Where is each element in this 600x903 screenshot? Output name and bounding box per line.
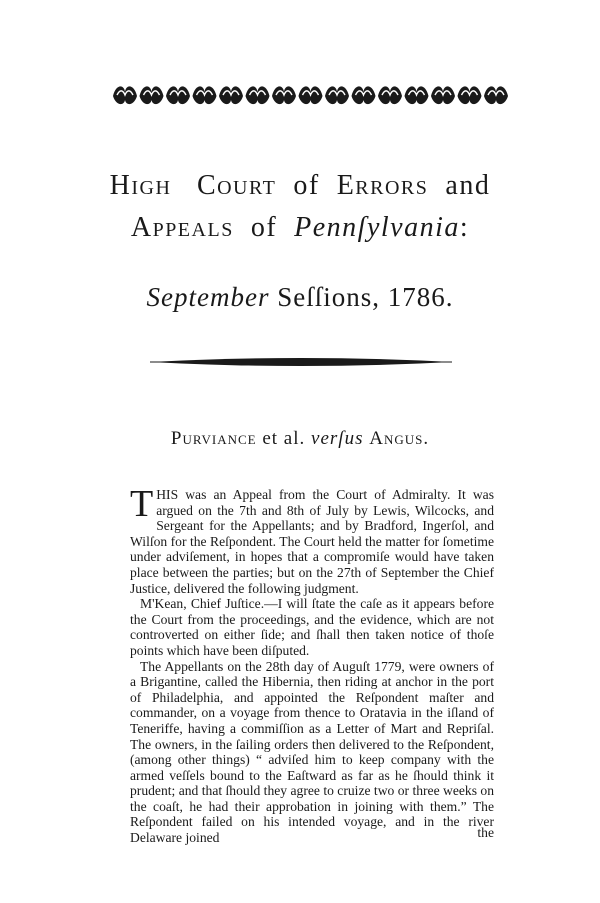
session-month: September	[146, 282, 270, 312]
ornament-unit	[113, 86, 137, 104]
title-word-of: of	[293, 170, 320, 201]
case-plaintiff: Purviance	[170, 428, 257, 449]
case-et-al: et al.	[262, 428, 306, 449]
title-word-court: Court	[196, 170, 277, 201]
page-title-line-2	[0, 212, 600, 244]
ornament-unit	[166, 86, 190, 104]
title-word-high: High	[109, 170, 172, 201]
ornament-unit	[352, 86, 376, 104]
case-caption	[0, 428, 600, 450]
swelled-rule	[150, 355, 452, 369]
paragraph-1	[130, 483, 494, 596]
ornament-unit	[405, 86, 429, 104]
case-versus: verſus	[311, 428, 364, 449]
ornament-unit	[272, 86, 296, 104]
title-colon: :	[459, 212, 470, 243]
ornament-unit	[219, 86, 243, 104]
ornament-unit	[193, 86, 217, 104]
ornament-unit	[458, 86, 482, 104]
ornament-unit	[325, 86, 349, 104]
title-word-and: and	[445, 170, 491, 201]
session-heading	[0, 282, 600, 313]
ornament-band	[112, 80, 510, 110]
paragraph-2: M'Kean, Chief Juſtice.—I will ſtate the caſe as it appears before the Court from the proceedings, and the evidence, which are not controverted on either ſide; and ſhall then taken notice of thoſe points which have been diſputed.	[130, 596, 494, 658]
ornament-unit	[378, 86, 402, 104]
title-word-pennsylvania: Pennſylvania	[294, 212, 460, 243]
case-defendant: Angus.	[369, 428, 430, 449]
ornament-unit	[431, 86, 455, 104]
paragraph-3: The Appellants on the 28th day of Auguſt 1779, were owners of a Brigantine, called the Hibernia, then riding at anchor in the port of Philadelphia, and appointed the Reſpondent maſter and commander, on a voyage from thence to Oratavia in the iſland of Teneriffe, having a commiſſion as a Letter of Mart and Repriſal. The owners, in the ſailing orders then delivered to the Reſpondent, (among other things) “ adviſed him to keep company with the armed veſſels bound to the Eaſtward as far as he ſhould think it prudent; and that ſhould they agree to cruize two or three weeks on the coaſt, he had their approbation in joining with them.” The Reſpondent failed on his intended voyage, and in the river Delaware joined	[130, 658, 494, 846]
ornament-unit	[246, 86, 270, 104]
paragraph-1-text: HIS was an Appeal from the Court of Admiralty. It was argued on the 7th and 8th of July by Lewis, Wilcocks, and Sergeant for the Appellants; and by Bradford, Ingerſol, and Wilſon for the Reſpondent. The Court held the matter for ſometime under adviſement, in hopes that a compromiſe would have taken place between the parties; but on the 27th of September the Chief Justice, delivered the following judgment.	[130, 487, 494, 596]
page-title-line-1	[0, 170, 600, 202]
title-word-of-2: of	[250, 212, 278, 243]
drop-cap: T	[130, 483, 154, 525]
ornament-unit	[299, 86, 323, 104]
ornament-unit	[484, 86, 508, 104]
title-word-errors: Errors	[336, 170, 429, 201]
body-text	[130, 483, 494, 846]
ornament-unit	[140, 86, 164, 104]
session-year: Seſſions, 1786.	[277, 282, 454, 312]
title-word-appeals: Appeals	[130, 212, 234, 243]
catchword: the	[477, 825, 494, 840]
